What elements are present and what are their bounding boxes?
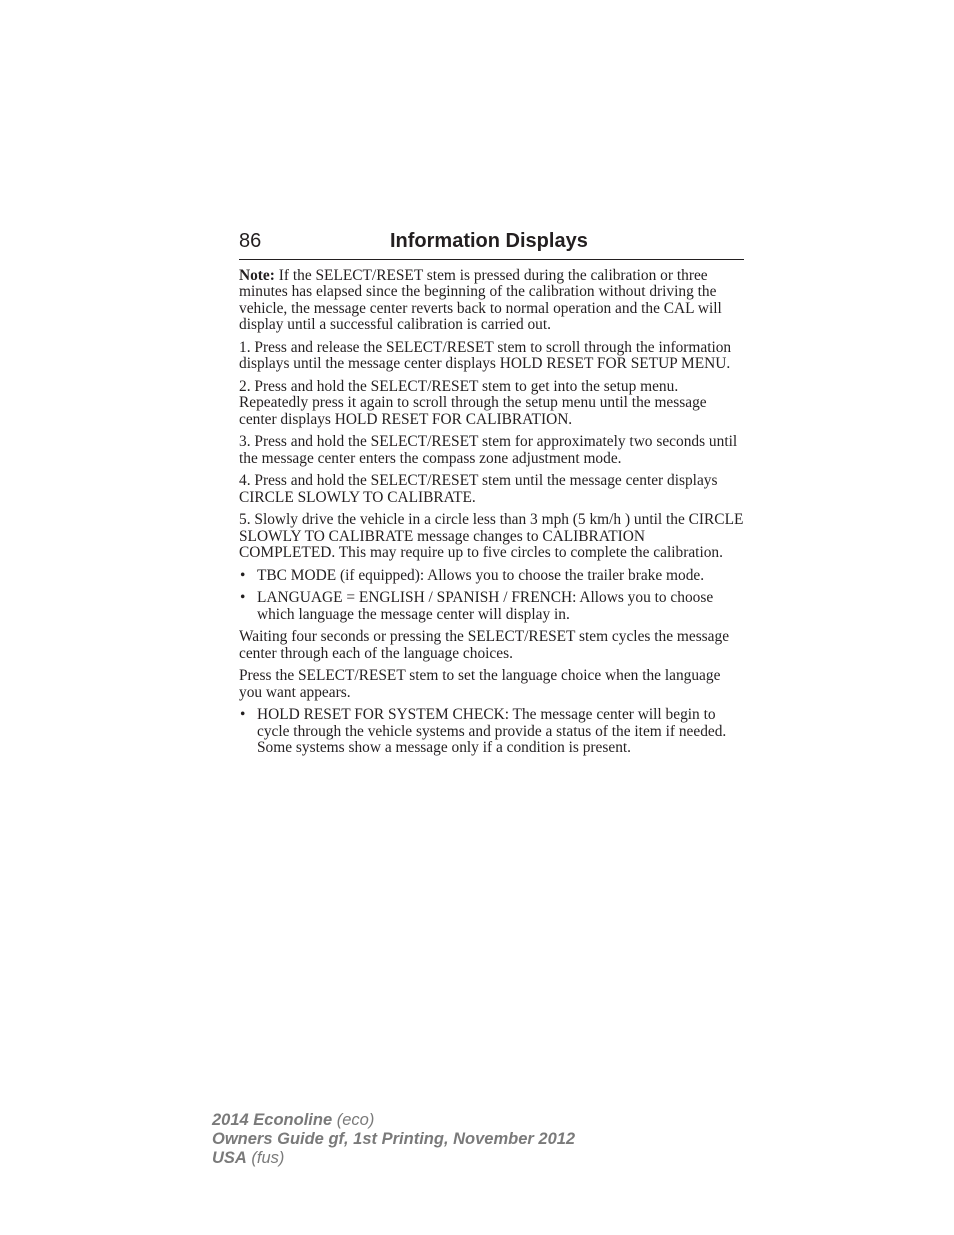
- bullet-dot: •: [240, 566, 246, 584]
- page-number: 86: [239, 230, 262, 252]
- bullet-text: LANGUAGE = ENGLISH / SPANISH / FRENCH: Allows you to choose which language the message center will display in.: [257, 589, 714, 623]
- step-4: 4. Press and hold the SELECT/RESET stem until the message center displays CIRCLE SLOWLY TO CALIBRATE.: [239, 472, 718, 506]
- footer-market: USA: [212, 1149, 247, 1167]
- footer-model: 2014 Econoline: [212, 1111, 333, 1129]
- note-text: If the SELECT/RESET stem is pressed during the calibration or three minutes has elapsed since the beginning of the calibration without driving the vehicle, the message center reverts back to normal operation and the CAL will display until a successful calibration is carried out.: [239, 267, 722, 334]
- page-footer: [212, 1111, 575, 1168]
- footer-market-code: (fus): [246, 1149, 285, 1167]
- page-content: [239, 268, 744, 763]
- page-header: [239, 229, 744, 260]
- footer-line-1: [212, 1111, 575, 1130]
- bullet-tbc-mode: [239, 568, 744, 584]
- bullet-dot: •: [240, 589, 246, 607]
- bullet-dot: •: [240, 706, 246, 724]
- footer-line-2: [212, 1130, 575, 1149]
- note-paragraph: [239, 268, 744, 334]
- step-1: 1. Press and release the SELECT/RESET stem to scroll through the information displays until the message center displays HOLD RESET FOR SETUP MENU.: [239, 338, 732, 373]
- bullet-system-check: [239, 707, 744, 756]
- section-title: Information Displays: [390, 230, 588, 252]
- footer-printing: Owners Guide gf, 1st Printing, November 2012: [212, 1130, 576, 1148]
- footer-line-3: [212, 1149, 575, 1168]
- note-label: Note:: [239, 267, 275, 284]
- language-set-paragraph: Press the SELECT/RESET stem to set the language choice when the language you want appears.: [239, 667, 721, 701]
- step-5: 5. Slowly drive the vehicle in a circle less than 3 mph (5 km/h ) until the CIRCLE SLOWLY TO CALIBRATE message changes to CALIBRATION COMPLETED. This may require up to five circles to complete the calibration.: [239, 511, 744, 562]
- bullet-text: HOLD RESET FOR SYSTEM CHECK: The message center will begin to cycle through the vehicle systems and provide a status of the item if needed. Some systems show a message only if a condition is present.: [257, 706, 727, 757]
- bullet-language: [239, 590, 744, 623]
- footer-model-code: (eco): [332, 1111, 375, 1129]
- step-3: 3. Press and hold the SELECT/RESET stem for approximately two seconds until the message center enters the compass zone adjustment mode.: [239, 433, 738, 467]
- bullet-text: TBC MODE (if equipped): Allows you to choose the trailer brake mode.: [257, 566, 705, 584]
- language-cycle-paragraph: Waiting four seconds or pressing the SELECT/RESET stem cycles the message center through each of the language choices.: [239, 628, 730, 662]
- step-2: 2. Press and hold the SELECT/RESET stem to get into the setup menu. Repeatedly press it again to scroll through the setup menu until the message center displays HOLD RESET FOR CALIBRATION.: [239, 377, 707, 428]
